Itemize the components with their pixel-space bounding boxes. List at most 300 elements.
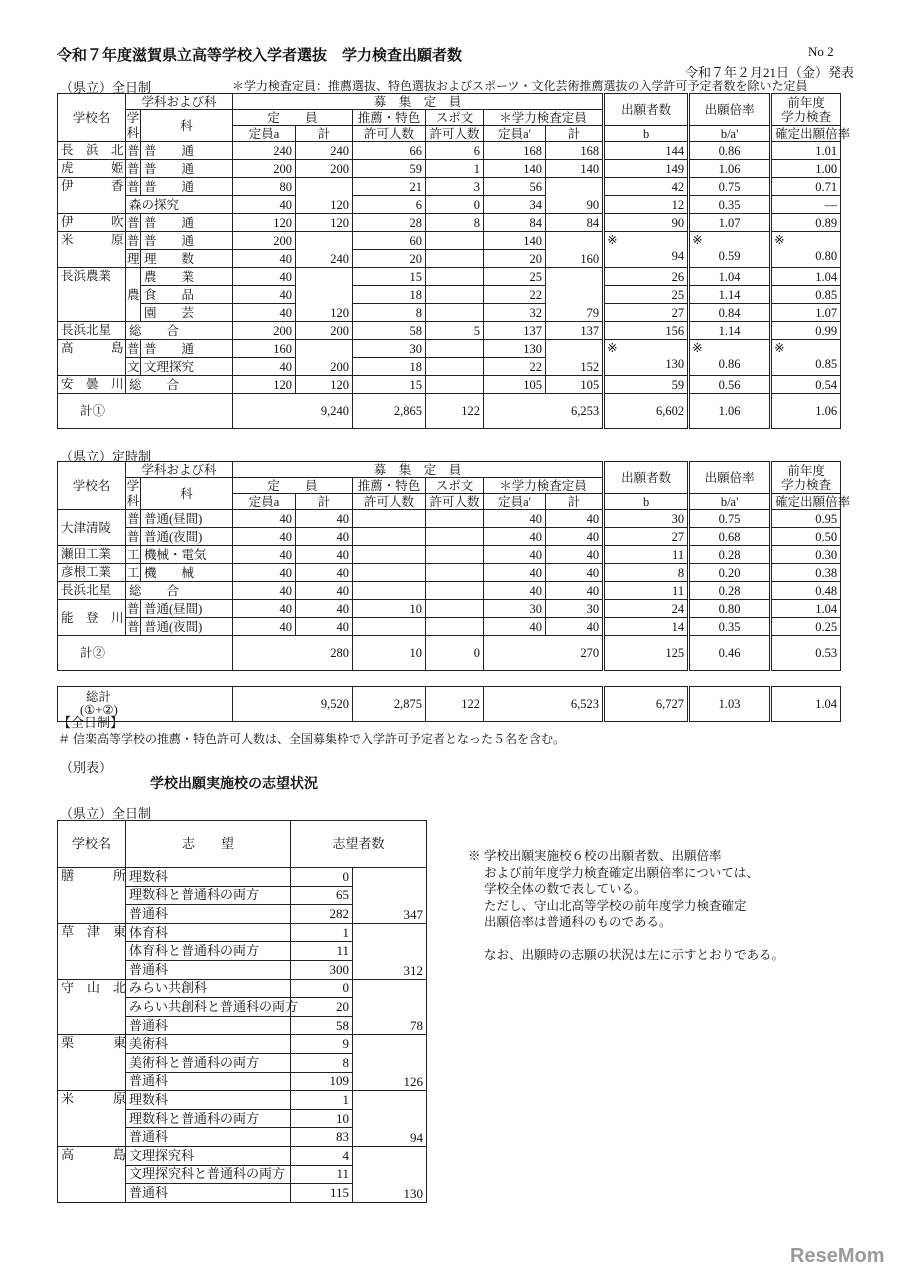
- prev-ratio: 1.04: [771, 600, 841, 618]
- prev-ratio: 1.06: [771, 394, 841, 429]
- note-mark: ※: [692, 341, 703, 355]
- total-label: 計①: [58, 394, 233, 429]
- sports-permit: 0: [426, 196, 484, 214]
- wish-count: 1: [291, 923, 353, 942]
- table-row: [58, 618, 841, 636]
- exam-cap-a: 130: [484, 340, 546, 358]
- ratio: 1.07: [689, 214, 771, 232]
- school-name: 虎 姫: [58, 160, 126, 178]
- prev-ratio: 1.04: [771, 268, 841, 286]
- capacity-sum: 120: [296, 376, 353, 394]
- table-row: [58, 1035, 427, 1054]
- rec-permit: 10: [353, 600, 426, 618]
- course-name: 普通(夜間): [141, 528, 233, 546]
- capacity-sum: 40: [296, 546, 353, 564]
- table-row: [58, 232, 841, 250]
- school-name: 膳 所: [58, 868, 126, 924]
- wish-name: 文理探究科と普通科の両方: [126, 1165, 291, 1184]
- wish-name: 普通科: [126, 1184, 291, 1203]
- sports-permit: [426, 358, 484, 376]
- prev-ratio: 0.85: [771, 286, 841, 304]
- dept-name: 普: [127, 161, 140, 176]
- col-capacity: 定 員: [233, 478, 353, 494]
- ratio: 0.75: [689, 178, 771, 196]
- publish-date: 令和７年２月21日（金）発表: [685, 65, 855, 80]
- capacity-a: 40: [233, 564, 296, 582]
- capacity-sum: 40: [296, 582, 353, 600]
- note-mark: ※: [607, 233, 618, 247]
- school-name: 能 登 川: [58, 600, 126, 636]
- applicants: 11: [604, 582, 689, 600]
- wish-count: 20: [291, 998, 353, 1017]
- rec-permit: 2,875: [353, 687, 426, 722]
- prev-ratio: 0.89: [771, 214, 841, 232]
- table-row: [58, 528, 841, 546]
- table-row: [58, 376, 841, 394]
- capacity-a: 40: [233, 510, 296, 528]
- prev-ratio: —: [771, 196, 841, 214]
- page-title: 令和７年度滋賀県立高等学校入学者選抜 学力検査出願者数: [57, 48, 463, 64]
- col-permit: 許可人数: [353, 494, 426, 510]
- capacity-sum: 40: [296, 528, 353, 546]
- capacity-a: 80: [233, 178, 296, 196]
- applicants: 125: [604, 636, 689, 671]
- dept-name: 普: [127, 619, 140, 634]
- sports-permit: [426, 564, 484, 582]
- wish-name: みらい共創科と普通科の両方: [126, 998, 291, 1017]
- prev-ratio: 0.54: [771, 376, 841, 394]
- capacity-sum: 200: [296, 160, 353, 178]
- capacity-a: 200: [233, 160, 296, 178]
- table-row: [58, 582, 841, 600]
- exam-cap-sum: 40: [546, 528, 604, 546]
- applicants: 12: [604, 196, 689, 214]
- course-name: 機械・電気: [141, 546, 233, 564]
- exam-cap-sum: 6,523: [484, 687, 604, 722]
- wish-name: 普通科: [126, 1072, 291, 1091]
- course-name: 総 合: [126, 582, 233, 600]
- wish-count: 11: [291, 1165, 353, 1184]
- rec-permit: 18: [353, 358, 426, 376]
- exam-cap-a: 140: [484, 232, 546, 250]
- exam-cap-a: 22: [484, 286, 546, 304]
- shigaraki-note: ＃ 信楽高等学校の推薦・特色許可人数は、全国募集枠で入学許可予定者となった５名を含む。: [58, 732, 566, 746]
- school-name: 栗 東: [58, 1035, 126, 1091]
- col-dept-course: 学科および科: [126, 462, 233, 478]
- applicants: 27: [604, 304, 689, 322]
- wish-count: 1: [291, 1091, 353, 1110]
- wish-count: 58: [291, 1016, 353, 1035]
- school-name: 草 津 東: [58, 923, 126, 979]
- capacity-a: 40: [233, 268, 296, 286]
- prev-ratio: 1.07: [771, 304, 841, 322]
- course-name: 普通(夜間): [141, 618, 233, 636]
- sports-permit: [426, 304, 484, 322]
- exam-cap-a: 56: [484, 178, 546, 196]
- col-course: 科: [141, 110, 233, 142]
- col-recruit: 募 集 定 員: [233, 94, 604, 110]
- header-row: [58, 94, 841, 110]
- parttime-table: [57, 461, 851, 671]
- col-sports: スポ文: [426, 110, 484, 126]
- rec-permit: 28: [353, 214, 426, 232]
- capacity-sum: 40: [296, 564, 353, 582]
- ratio: 0.35: [689, 196, 771, 214]
- prev-line2: 学力検査: [781, 477, 832, 492]
- capacity-sum: 40: [296, 600, 353, 618]
- exam-cap-sum: 152: [546, 340, 604, 376]
- dept-name: 工: [127, 547, 140, 562]
- ratio: 0.75: [689, 510, 771, 528]
- rec-permit: 59: [353, 160, 426, 178]
- prev-ratio: 0.25: [771, 618, 841, 636]
- exam-cap-a: 105: [484, 376, 546, 394]
- ratio: 1.06: [689, 160, 771, 178]
- fulltime-bracket: 【全日制】: [58, 715, 124, 730]
- wish-name: 美術科と普通科の両方: [126, 1053, 291, 1072]
- header-row: [58, 821, 427, 868]
- prev-ratio: 0.99: [771, 322, 841, 340]
- course-name: 普 通: [141, 178, 233, 196]
- applicants: 8: [604, 564, 689, 582]
- prev-ratio: 0.53: [771, 636, 841, 671]
- col-school: 学校名: [58, 94, 126, 142]
- col-wish: 志 望: [126, 821, 291, 868]
- ratio: 1.03: [689, 687, 771, 722]
- course-name: 理 数: [141, 250, 233, 268]
- col-prev3: 確定出願倍率: [771, 494, 841, 510]
- table-row: [58, 923, 427, 942]
- exam-capacity-note: ＊学力検査定員：推薦選抜、特色選抜およびスポーツ・文化芸術推薦選抜の入学許可予定者数を除いた定員: [232, 79, 808, 93]
- exam-cap-sum: 160: [546, 232, 604, 268]
- remark-line: ※ 学校出願実施校６校の出願者数、出願倍率: [468, 849, 722, 863]
- exam-cap-sum: 168: [546, 142, 604, 160]
- table-row: [58, 178, 841, 196]
- sports-permit: [426, 232, 484, 250]
- rec-permit: 20: [353, 250, 426, 268]
- col-b: b: [604, 494, 689, 510]
- col-sum: 計: [296, 126, 353, 142]
- exam-cap-sum: 40: [546, 546, 604, 564]
- dept-name: 農: [126, 268, 141, 322]
- capacity-a: 40: [233, 600, 296, 618]
- capacity-sum: 40: [296, 618, 353, 636]
- sports-permit: [426, 250, 484, 268]
- school-name: 米 原: [58, 1091, 126, 1147]
- exam-cap-sum: 40: [546, 582, 604, 600]
- sports-permit: [426, 600, 484, 618]
- dept-name: 文: [127, 359, 140, 374]
- exam-cap-sum: 140: [546, 160, 604, 178]
- applicants: 11: [604, 546, 689, 564]
- applicants: 42: [604, 178, 689, 196]
- table-row: [58, 214, 841, 232]
- sports-permit: 8: [426, 214, 484, 232]
- applicants: 144: [604, 142, 689, 160]
- capacity-a: 200: [233, 322, 296, 340]
- col-ba: b/a': [689, 126, 771, 142]
- table-row: [58, 304, 841, 322]
- applicants-value: 130: [665, 357, 685, 371]
- exam-cap-a: 30: [484, 600, 546, 618]
- total-label-2: (①+②): [80, 703, 118, 717]
- capacity-a: 200: [233, 232, 296, 250]
- rec-permit: 30: [353, 340, 426, 358]
- col-prev3: 確定出願倍率: [771, 126, 841, 142]
- exam-cap-a: 40: [484, 546, 546, 564]
- sports-permit: 1: [426, 160, 484, 178]
- capacity-a: 160: [233, 340, 296, 358]
- col-school: 学校名: [58, 821, 126, 868]
- table-row: [58, 1146, 427, 1165]
- capacity-sum: 200: [296, 322, 353, 340]
- ratio: 0.28: [689, 582, 771, 600]
- applicants: 30: [604, 510, 689, 528]
- col-cap_a: 定員a: [233, 494, 296, 510]
- school-name: 安 曇 川: [58, 376, 126, 394]
- ratio: 0.84: [689, 304, 771, 322]
- col-b: b: [604, 126, 689, 142]
- sports-permit: [426, 618, 484, 636]
- capacity-a: 240: [233, 142, 296, 160]
- prev-ratio: 0.30: [771, 546, 841, 564]
- exam-cap-a: 140: [484, 160, 546, 178]
- wish-count: 83: [291, 1128, 353, 1147]
- course-name: 総 合: [126, 376, 233, 394]
- rec-permit: 18: [353, 286, 426, 304]
- parttime-label: （県立）定時制: [60, 449, 152, 464]
- remark-line: ただし、守山北高等学校の前年度学力検査確定: [468, 898, 747, 913]
- col-count: 志望者数: [291, 821, 427, 868]
- exam-cap-sum: 79: [546, 268, 604, 322]
- col-applicants: 出願者数: [604, 94, 689, 126]
- wish-name: 普通科: [126, 1128, 291, 1147]
- rec-permit: 15: [353, 376, 426, 394]
- wish-count: 8: [291, 1053, 353, 1072]
- capacity-a: 40: [233, 546, 296, 564]
- exam-cap-a: 40: [484, 528, 546, 546]
- applicants: 90: [604, 214, 689, 232]
- exam-cap-a: 20: [484, 250, 546, 268]
- dept-name: 普: [127, 341, 140, 356]
- ratio: 0.28: [689, 546, 771, 564]
- ratio: 1.14: [689, 322, 771, 340]
- wish-total: 347: [353, 868, 427, 924]
- sports-permit: [426, 340, 484, 358]
- ratio: 0.35: [689, 618, 771, 636]
- capacity-a: 40: [233, 250, 296, 268]
- col-ba: b/a': [689, 494, 771, 510]
- capacity-a: 40: [233, 286, 296, 304]
- annex-label: （別表）: [60, 760, 113, 775]
- dept-name: 普: [127, 143, 140, 158]
- course-name: 農 業: [141, 268, 233, 286]
- col-permit: 許可人数: [353, 126, 426, 142]
- exam-cap-a: 40: [484, 564, 546, 582]
- applicants: 14: [604, 618, 689, 636]
- ratio: 0.56: [689, 376, 771, 394]
- course-name: 食 品: [141, 286, 233, 304]
- ratio-value: 0.59: [718, 249, 741, 263]
- capacity-sum: 9,240: [233, 394, 353, 429]
- school-name: 彦根工業: [58, 564, 126, 582]
- dept-name: 普: [127, 511, 140, 526]
- ratio: 1.14: [689, 286, 771, 304]
- capacity-a: 120: [233, 214, 296, 232]
- col-prev: [771, 462, 841, 494]
- ratio: 0.68: [689, 528, 771, 546]
- col-dept-course: 学科および科: [126, 94, 233, 110]
- annex-title: 学校出願実施校の志望状況: [150, 777, 318, 792]
- exam-cap-sum: 40: [546, 510, 604, 528]
- school-name: 高 島: [58, 1146, 126, 1202]
- grand-total-table: [57, 686, 841, 722]
- prev-ratio: 1.00: [771, 160, 841, 178]
- prev-ratio: [771, 232, 841, 268]
- applicants: 25: [604, 286, 689, 304]
- course-name: 普 通: [141, 340, 233, 358]
- school-name: 大津清陵: [58, 510, 126, 546]
- table-row: [58, 510, 841, 528]
- applicants: 149: [604, 160, 689, 178]
- ratio: [689, 340, 771, 376]
- prev-ratio: 0.95: [771, 510, 841, 528]
- rec-permit: 10: [353, 636, 426, 671]
- prev-ratio: 0.71: [771, 178, 841, 196]
- capacity-sum: 40: [296, 510, 353, 528]
- wish-name: 普通科: [126, 1016, 291, 1035]
- dept-name: 普: [127, 215, 140, 230]
- wish-count: 4: [291, 1146, 353, 1165]
- note-mark: ※: [692, 233, 703, 247]
- wish-total: 78: [353, 979, 427, 1035]
- wish-name: みらい共創科: [126, 979, 291, 998]
- total-label: 計②: [58, 636, 233, 671]
- applicants: 6,727: [604, 687, 689, 722]
- col-rec: 推薦・特色: [353, 110, 426, 126]
- wish-name: 理数科: [126, 1091, 291, 1110]
- rec-permit: [353, 528, 426, 546]
- col-school: 学校名: [58, 462, 126, 510]
- col-cap_a2: 定員a': [484, 126, 546, 142]
- table-row: [58, 979, 427, 998]
- capacity-sum: 120: [296, 178, 353, 214]
- table-row: [58, 546, 841, 564]
- capacity-sum: 200: [296, 340, 353, 376]
- total-label-1: 総計: [86, 690, 112, 704]
- course-name: 文理探究: [141, 358, 233, 376]
- wish-total: 130: [353, 1146, 427, 1202]
- dept-name: 普: [127, 529, 140, 544]
- sports-permit: [426, 546, 484, 564]
- course-name: 普 通: [141, 142, 233, 160]
- total-row: [58, 687, 841, 722]
- ratio: 0.86: [689, 142, 771, 160]
- table-row: [58, 340, 841, 358]
- ratio: [689, 232, 771, 268]
- table-row: [58, 196, 841, 214]
- total-row: [58, 636, 841, 671]
- capacity-sum: 240: [296, 142, 353, 160]
- rec-permit: 60: [353, 232, 426, 250]
- wish-count: 11: [291, 942, 353, 961]
- capacity-sum: 120: [296, 268, 353, 322]
- table-row: [58, 322, 841, 340]
- prev-line2: 学力検査: [781, 109, 832, 124]
- course-name: 普 通: [141, 214, 233, 232]
- prev-ratio: 0.50: [771, 528, 841, 546]
- school-name: 長浜北星: [58, 582, 126, 600]
- rec-permit: 15: [353, 268, 426, 286]
- table-row: [58, 1091, 427, 1110]
- capacity-a: 120: [233, 376, 296, 394]
- course-name: 園 芸: [141, 304, 233, 322]
- sports-permit: 122: [426, 394, 484, 429]
- sports-permit: 122: [426, 687, 484, 722]
- col-cap_a: 定員a: [233, 126, 296, 142]
- school-name: 長浜北星: [58, 322, 126, 340]
- ratio: 0.46: [689, 636, 771, 671]
- wish-name: 普通科: [126, 960, 291, 979]
- wish-count: 282: [291, 905, 353, 924]
- wish-name: 理数科: [126, 868, 291, 887]
- course-name: 森の探究: [126, 196, 233, 214]
- course-name: 普 通: [141, 232, 233, 250]
- exam-cap-a: 40: [484, 618, 546, 636]
- table-row: [58, 142, 841, 160]
- wish-count: 0: [291, 979, 353, 998]
- school-name: 米 原: [58, 232, 126, 268]
- table-row: [58, 868, 427, 887]
- exam-cap-a: 40: [484, 510, 546, 528]
- dept-name: 理: [127, 251, 140, 266]
- col-sum: 計: [546, 126, 604, 142]
- page-number: No 2: [808, 44, 834, 59]
- exam-cap-sum: 84: [546, 214, 604, 232]
- col-dept: 学科: [126, 110, 140, 140]
- prev-ratio: 1.04: [771, 687, 841, 722]
- school-name: 長 浜 北: [58, 142, 126, 160]
- exam-cap-a: 22: [484, 358, 546, 376]
- ratio: 1.04: [689, 268, 771, 286]
- wish-name: 理数科と普通科の両方: [126, 886, 291, 905]
- exam-cap-sum: 6,253: [484, 394, 604, 429]
- col-capacity: 定 員: [233, 110, 353, 126]
- note-mark: ※: [774, 233, 785, 247]
- capacity-a: 40: [233, 528, 296, 546]
- rec-permit: 21: [353, 178, 426, 196]
- prev-ratio-value: 0.85: [815, 357, 838, 371]
- col-course: 科: [141, 478, 233, 510]
- annex-sub: （県立）全日制: [60, 806, 152, 821]
- prev-ratio: [771, 340, 841, 376]
- col-prev: [771, 94, 841, 126]
- capacity-a: 40: [233, 196, 296, 214]
- wish-total: 126: [353, 1035, 427, 1091]
- wish-name: 美術科: [126, 1035, 291, 1054]
- school-name: 高 島: [58, 340, 126, 376]
- rec-permit: 8: [353, 304, 426, 322]
- col-sum: 計: [296, 494, 353, 510]
- col-permit: 許可人数: [426, 494, 484, 510]
- exam-cap-sum: 137: [546, 322, 604, 340]
- rec-permit: [353, 546, 426, 564]
- col-applicants: 出願者数: [604, 462, 689, 494]
- exam-cap-a: 34: [484, 196, 546, 214]
- school-name: 長浜農業: [58, 268, 126, 322]
- dept-name: 普: [127, 601, 140, 616]
- fulltime-table: [57, 93, 851, 429]
